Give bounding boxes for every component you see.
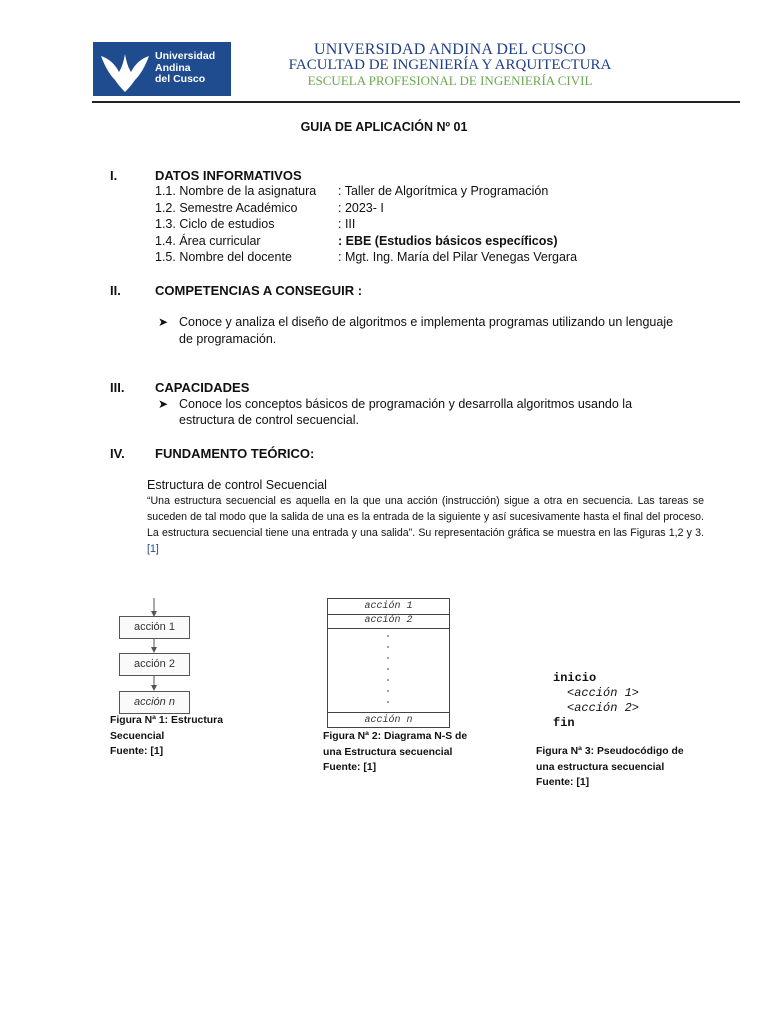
flow-box: acción 2 bbox=[119, 653, 190, 676]
info-row-label: 1.5. Nombre del docente bbox=[155, 250, 292, 264]
caption-line: Figura Nª 3: Pseudocódigo de bbox=[536, 746, 684, 757]
arrow-bullet-icon: ➤ bbox=[158, 397, 169, 411]
logo-text-line: Universidad bbox=[155, 50, 216, 62]
section-4-number: IV. bbox=[110, 446, 125, 461]
subsection-title: Estructura de control Secuencial bbox=[147, 478, 327, 492]
ns-row: acción 2 bbox=[328, 614, 449, 629]
section-1-title: DATOS INFORMATIVOS bbox=[155, 168, 302, 183]
logo-text-line: del Cusco bbox=[155, 73, 206, 85]
info-row-value: : 2023- I bbox=[338, 201, 384, 215]
code-line: <acción 1> bbox=[567, 686, 640, 700]
section-4-title: FUNDAMENTO TEÓRICO: bbox=[155, 446, 315, 461]
citation-link[interactable]: [1] bbox=[147, 543, 159, 555]
code-line: <acción 2> bbox=[567, 701, 640, 715]
logo-text-line: Andina bbox=[155, 61, 191, 74]
info-row-value: : Mgt. Ing. María del Pilar Venegas Vergara bbox=[338, 250, 578, 264]
section-2-number: II. bbox=[110, 283, 121, 298]
caption-line: Secuencial bbox=[110, 730, 165, 742]
caption-line: Fuente: [1] bbox=[536, 777, 590, 788]
eagle-icon bbox=[95, 42, 155, 96]
code-line: fin bbox=[553, 716, 575, 730]
figure-3-caption bbox=[536, 744, 684, 791]
flow-box: acción n bbox=[119, 691, 190, 714]
school-name: ESCUELA PROFESIONAL DE INGENIERÍA CIVIL bbox=[307, 73, 593, 88]
section-2-title: COMPETENCIAS A CONSEGUIR : bbox=[155, 283, 363, 298]
info-row-value: : Taller de Algorítmica y Programación bbox=[338, 184, 549, 198]
info-row-label: 1.3. Ciclo de estudios bbox=[155, 217, 275, 231]
section-3-title: CAPACIDADES bbox=[155, 380, 250, 395]
caption-line: Fuente: [1] bbox=[110, 746, 164, 757]
section-3-number: III. bbox=[110, 380, 125, 395]
figure-2-caption bbox=[323, 729, 467, 776]
caption-line: Fuente: [1] bbox=[323, 762, 377, 773]
paragraph-text: “Una estructura secuencial es aquella en la que una acción (instrucción) sigue a otra en secuencia. Las tareas se suceden de tal modo que la salida de una es la entrada de la siguiente y así sucesivamente hasta el final del proceso. La estructura secuencial tiene una entrada y una salida”. Su representación gráfica se muestra en las Figuras 1,2 y 3. bbox=[147, 495, 704, 539]
university-name: UNIVERSIDAD ANDINA DEL CUSCO bbox=[313, 41, 587, 58]
caption-line: una Estructura secuencial bbox=[323, 746, 453, 758]
info-row-label: 1.2. Semestre Académico bbox=[155, 201, 298, 215]
flow-box: acción 1 bbox=[119, 616, 190, 639]
ns-row: acción 1 bbox=[328, 599, 449, 615]
info-row-value: : III bbox=[338, 217, 356, 231]
figure-1-caption bbox=[110, 713, 223, 760]
competence-text: de programación. bbox=[179, 332, 277, 346]
theory-paragraph bbox=[147, 493, 704, 557]
faculty-name: FACULTAD DE INGENIERÍA Y ARQUITECTURA bbox=[288, 57, 612, 73]
capacity-text: estructura de control secuencial. bbox=[179, 413, 359, 427]
ellipsis-dots-icon bbox=[386, 633, 390, 709]
university-logo bbox=[93, 42, 231, 96]
code-line: inicio bbox=[553, 671, 597, 685]
header-divider bbox=[92, 101, 740, 103]
caption-line: Figura Nª 1: Estructura bbox=[110, 715, 223, 726]
capacity-text: Conoce los conceptos básicos de programación y desarrolla algoritmos usando la bbox=[179, 397, 633, 411]
info-row-value: : EBE (Estudios básicos específicos) bbox=[338, 234, 558, 248]
figure-2-ns-diagram bbox=[327, 598, 450, 728]
competence-text: Conoce y analiza el diseño de algoritmos e implementa programas utilizando un lenguaje bbox=[179, 315, 674, 329]
info-row-label: 1.4. Área curricular bbox=[155, 234, 261, 248]
section-1-number: I. bbox=[110, 168, 118, 183]
figure-3-pseudocode bbox=[553, 671, 639, 731]
info-row-label: 1.1. Nombre de la asignatura bbox=[155, 184, 317, 198]
caption-line: Figura Nª 2: Diagrama N-S de bbox=[323, 731, 468, 742]
caption-line: una estructura secuencial bbox=[536, 761, 665, 773]
arrow-bullet-icon: ➤ bbox=[158, 315, 169, 329]
ns-row: acción n bbox=[328, 712, 449, 728]
document-title: GUIA DE APLICACIÓN Nº 01 bbox=[300, 120, 468, 134]
